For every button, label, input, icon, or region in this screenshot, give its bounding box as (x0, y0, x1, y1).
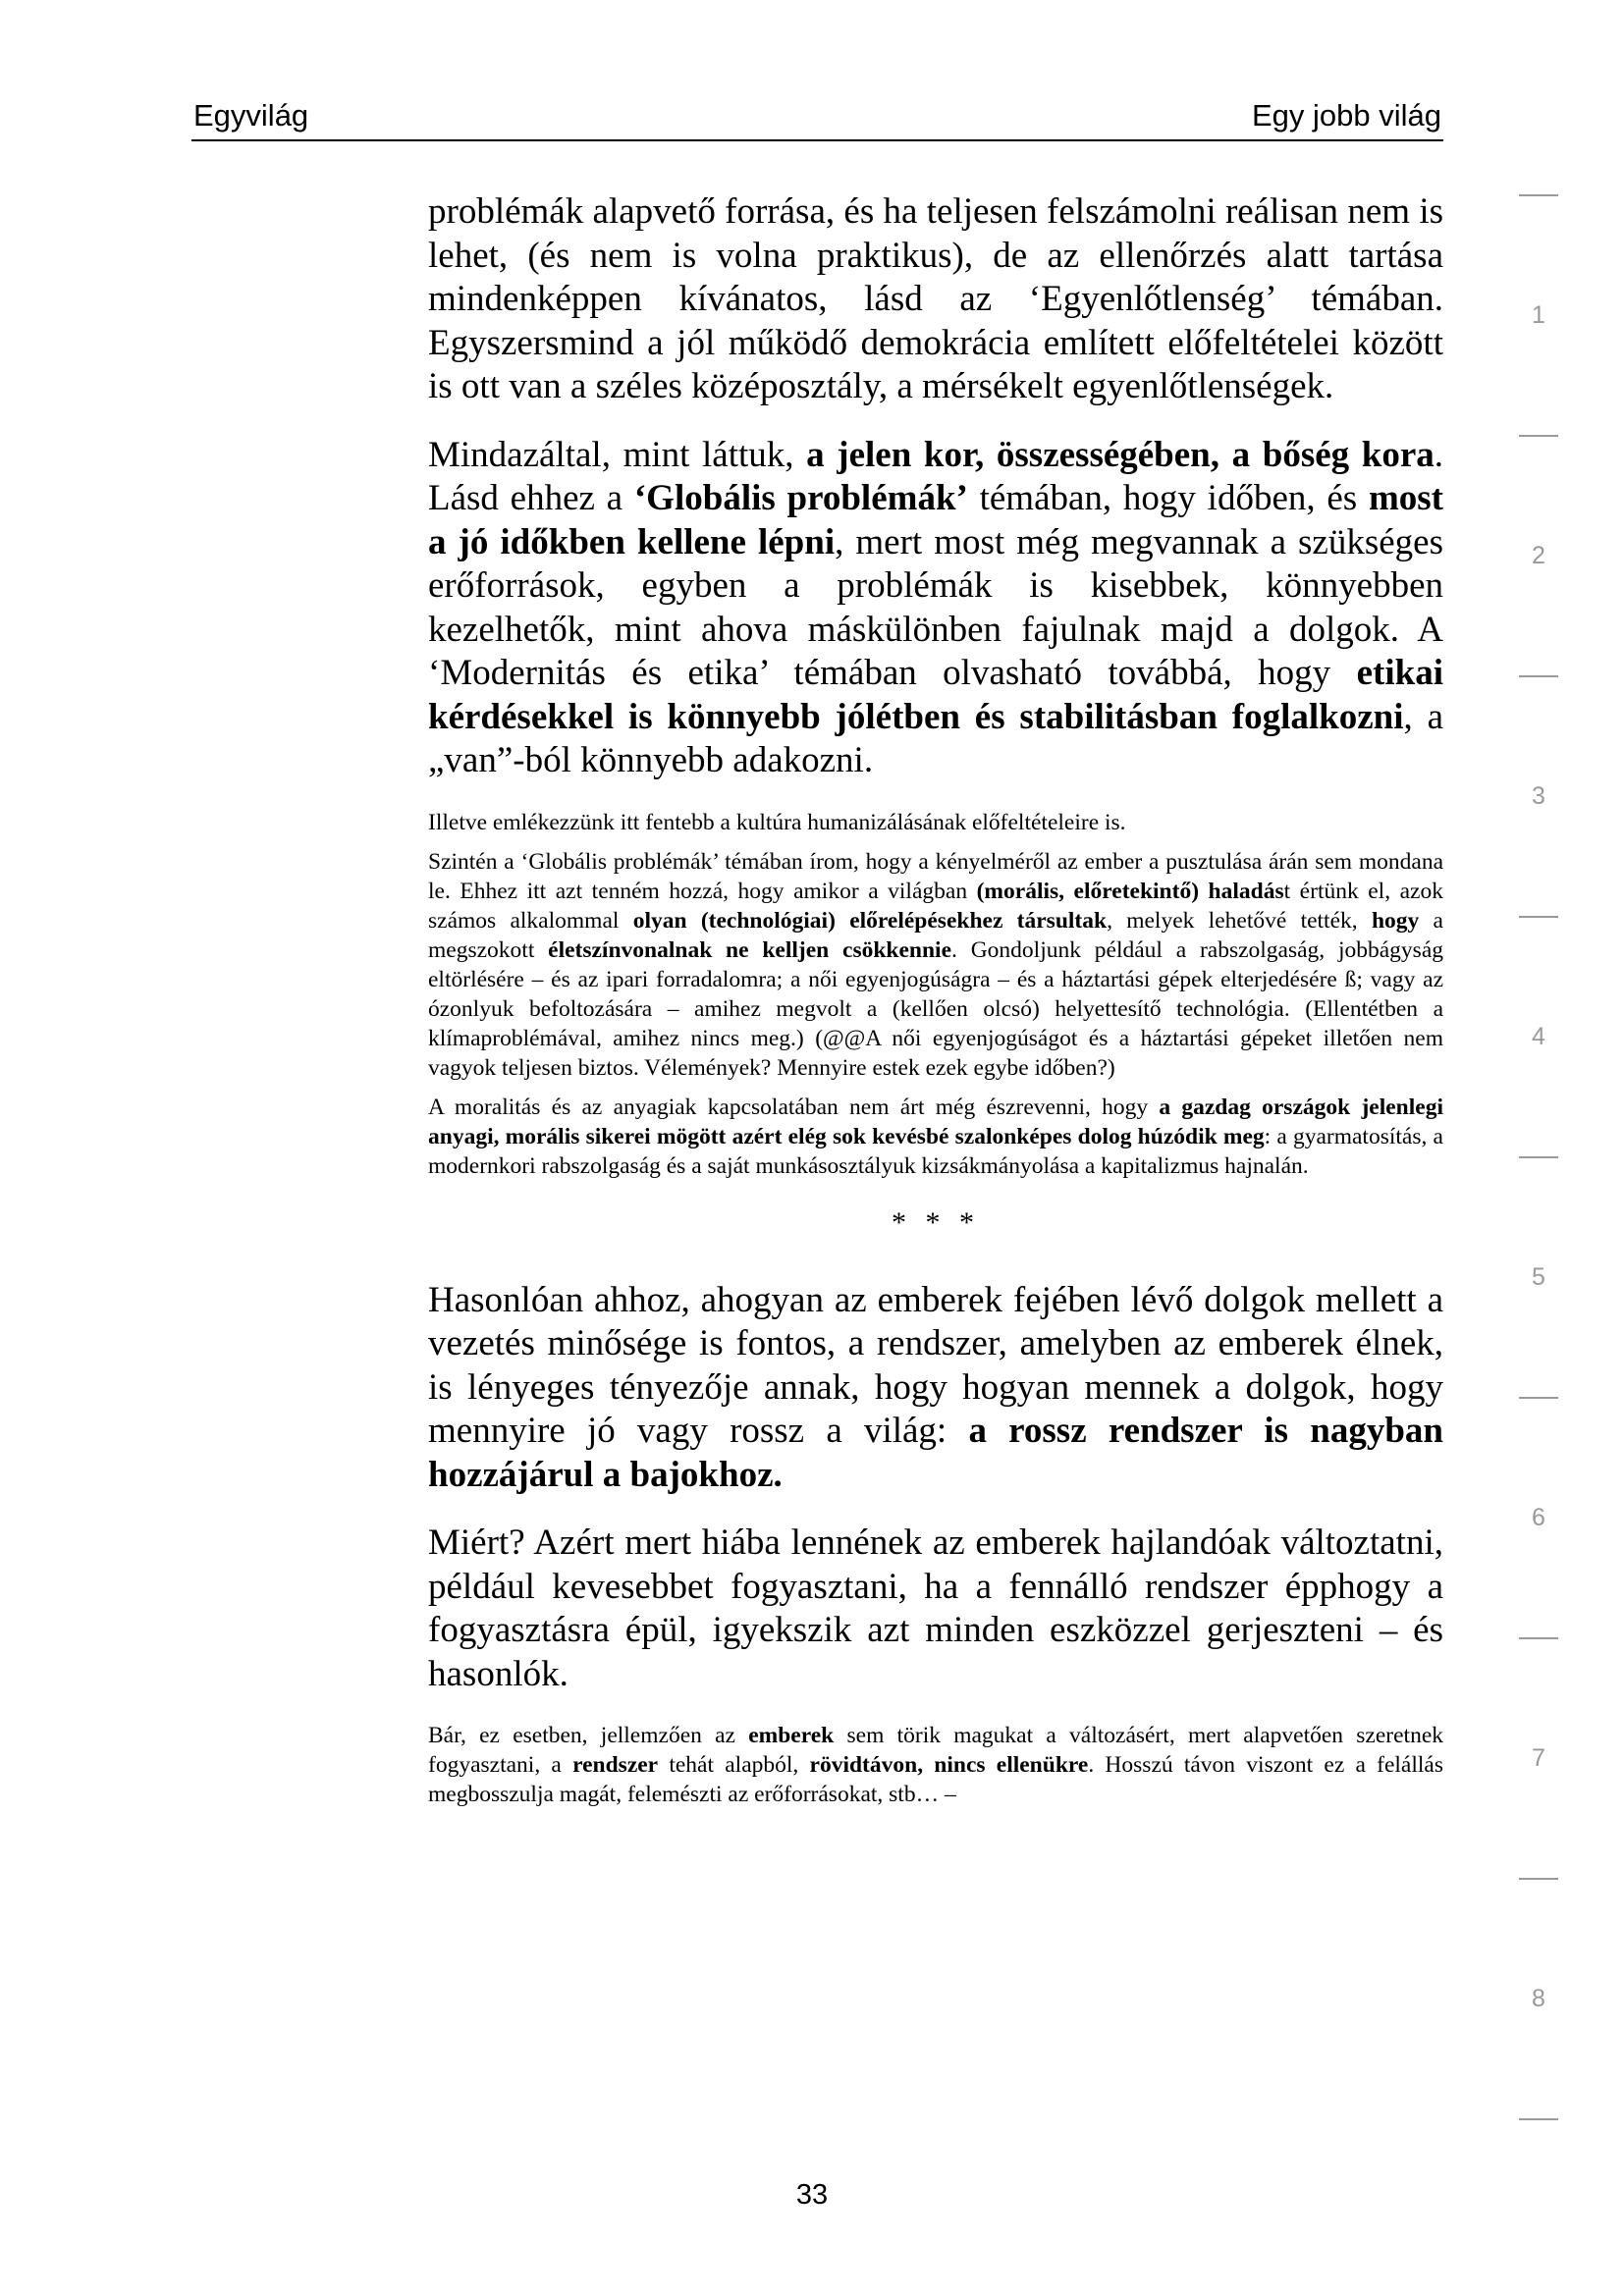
margin-number: 1 (1532, 301, 1545, 329)
margin-rule (1519, 2118, 1558, 2120)
note-2 (428, 847, 1443, 1083)
paragraph-3 (428, 1279, 1443, 1498)
note-3 (428, 1093, 1443, 1181)
header-chapter-title: Egy jobb világ (1251, 98, 1441, 133)
margin-rule (1519, 435, 1558, 437)
margin-rule (1519, 1156, 1558, 1158)
emphasis: most a jó időkben kellene lépni (428, 478, 1443, 562)
margin-number: 2 (1532, 542, 1545, 569)
text-run: Szintén a ‘Globális problémák’ témában írom, hogy a kényelméről az ember a pusztulása árán sem mondana le. Ehhez itt azt tenném hozzá, hogy amikor a világban (428, 848, 1443, 904)
emphasis: rendszer (572, 1752, 659, 1778)
text-run: : a gyarmatosítás, a modernkori rabszolgaság és a saját munkásosztályuk kizsákmányolása a kapitalizmus hajnalán. (428, 1123, 1443, 1179)
emphasis: emberek (748, 1723, 835, 1748)
text-run: , melyek lehetővé tették, (1107, 907, 1372, 934)
margin-number: 7 (1532, 1744, 1545, 1772)
margin-rule (1519, 1878, 1558, 1880)
paragraph-2 (428, 434, 1443, 783)
emphasis: ‘Globális problémák’ (633, 478, 968, 518)
text-run: témában, hogy időben, és (967, 478, 1369, 518)
header-book-title: Egyvilág (193, 98, 309, 133)
text-run: , mert most még megvannak a szükséges erőforrások, egyben a problémák is kisebbek, könnyebben kezelhetők, mint ahova máskülönben fajulnak majd a dolgok. A ‘Modernitás és etika’ témában olvasható továbbá, hogy (428, 521, 1443, 693)
margin-number: 5 (1532, 1263, 1545, 1291)
emphasis: a gazdag országok jelenlegi anyagi, morális sikerei mögött azért elég sok kevésbé szalonképes dolog húzódik meg (428, 1094, 1443, 1149)
emphasis: rövidtávon, nincs ellenükre (809, 1752, 1089, 1778)
emphasis: (morális, előretekintő) haladás (976, 878, 1284, 904)
note-4 (428, 1721, 1443, 1809)
text-run: Bár, ez esetben, jellemzően az (428, 1723, 749, 1748)
text-run: Hasonlóan ahhoz, ahogyan az emberek fejében lévő dolgok mellett a vezetés minősége is fontos, a rendszer, amelyben az emberek élnek, is lényeges tényezője annak, hogy hogyan mennek a dolgok, hogy mennyire jó vagy rossz a világ: (428, 1279, 1443, 1451)
text-run: , a „van”-ból könnyebb adakozni. (428, 696, 1443, 780)
text-run: . Hosszú távon viszont ez a felállás megbosszulja magát, felemészti az erőforrásokat, stb… – (428, 1752, 1443, 1807)
note-1: Illetve emlékezzünk itt fentebb a kultúra humanizálásának előfeltételeire is. (428, 809, 1126, 835)
emphasis: a jelen kor, összességében, a bőség kora (806, 434, 1435, 475)
text-run: tehát alapból, (658, 1752, 810, 1778)
emphasis: életszínvonalnak ne kelljen csökkennie (548, 936, 952, 963)
margin-rule (1519, 1397, 1558, 1399)
margin-number: 3 (1532, 782, 1545, 810)
margin-number: 8 (1532, 1985, 1545, 2012)
page-body (428, 190, 1443, 1819)
margin-rule (1519, 916, 1558, 918)
margin-number: 4 (1532, 1023, 1545, 1050)
emphasis: olyan (technológiai) előrelépésekhez társultak (632, 907, 1108, 934)
page-number: 33 (795, 2179, 829, 2211)
text-run: a megszokott (428, 907, 1443, 963)
margin-rule (1519, 675, 1558, 677)
margin-number: 6 (1532, 1504, 1545, 1531)
emphasis: a rossz rendszer is nagyban hozzájárul a bajokhoz. (428, 1411, 1444, 1495)
text-run: t értünk el, azok számos alkalommal (428, 878, 1443, 934)
line-margin-ruler (1517, 0, 1566, 2296)
emphasis: etikai kérdésekkel is könnyebb jólétben és stabilitásban foglalkozni (428, 653, 1443, 737)
margin-rule (1519, 1637, 1558, 1639)
running-header (191, 98, 1443, 141)
text-run: Mindazáltal, mint láttuk, (428, 434, 807, 475)
text-run: . Gondoljunk például a rabszolgaság, jobbágyság eltörlésére – és az ipari forradalomra; a női egyenjogúságra – és a háztartási gépek elterjedésére ß; vagy az ózonlyuk befoltozására – amihez megvolt a (kellően olcsó) helyettesítő technológia. (Ellentétben a klímaproblémával, amihez nincs meg.) (@@A női egyenjogúságot és a háztartási gépeket illetően nem vagyok teljesen biztos. Vélemények? Mennyire estek ezek egybe időben?) (428, 936, 1444, 1081)
margin-rule (1519, 194, 1558, 196)
paragraph-4: Miért? Azért mert hiába lennének az emberek hajlandóak változtatni, például kevesebbet fogyasztani, ha a fennálló rendszer épphogy a fogyasztásra épül, igyekszik azt minden eszközzel gerjeszteni – és hasonlók. (428, 1522, 1443, 1694)
text-run: . Lásd ehhez a (428, 434, 1444, 518)
text-run: sem törik magukat a változásért, mert alapvetően szeretnek fogyasztani, a (428, 1723, 1444, 1778)
section-separator: * * * (892, 1205, 980, 1239)
emphasis: hogy (1371, 907, 1420, 934)
paragraph-1: problémák alapvető forrása, és ha teljesen felszámolni reálisan nem is lehet, (és nem is volna praktikus), de az ellenőrzés alatt tartása mindenképpen kívánatos, lásd az ‘Egyenlőtlenség’ témában. Egyszersmind a jól működő demokrácia említett előfeltételei között is ott van a széles középosztály, a mérsékelt egyenlőtlenségek. (428, 191, 1443, 406)
text-run: A moralitás és az anyagiak kapcsolatában nem árt még észrevenni, hogy (428, 1094, 1160, 1120)
